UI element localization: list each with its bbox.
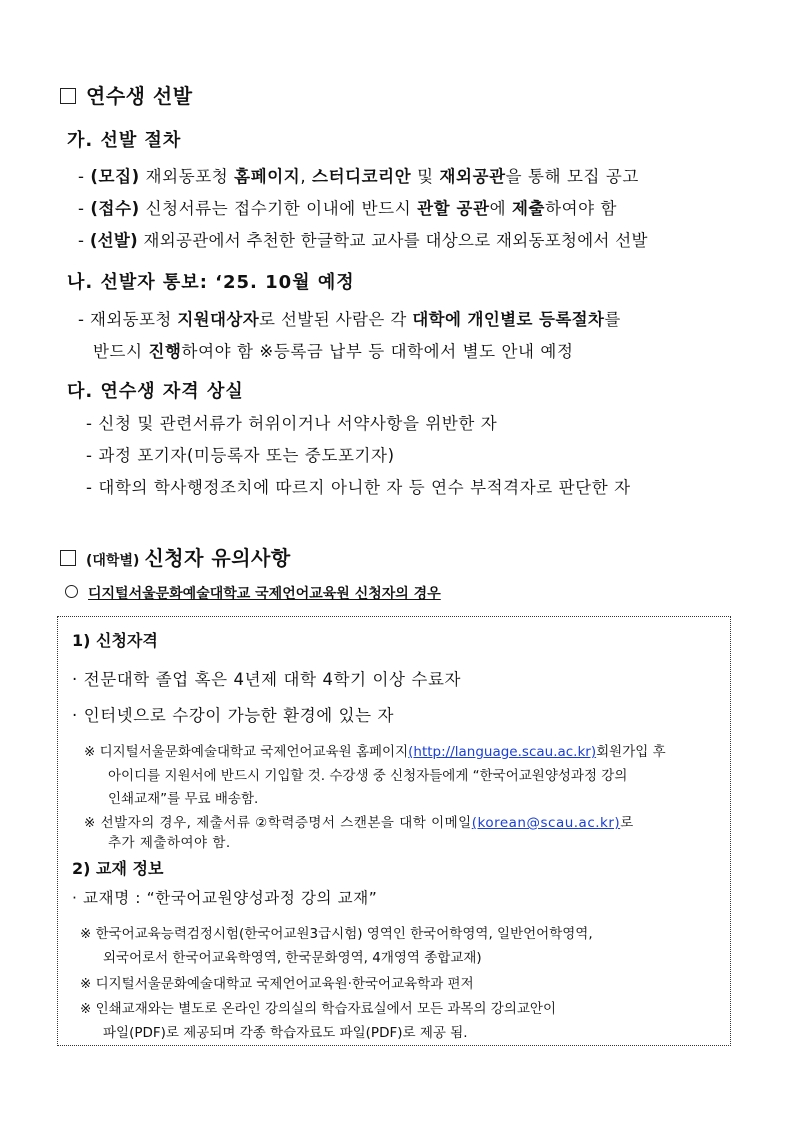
textbook-note-1: ※ 한국어교육능력검정시험(한국어교원3급시험) 영역인 한국어학영역, 일반언어학영역,: [80, 926, 593, 942]
box-heading-qualification: 1) 신청자격: [72, 631, 158, 650]
section-1-title: 연수생 선발: [60, 80, 193, 109]
subsection-da-heading: 다. 연수생 자격 상실: [67, 381, 244, 402]
textbook-note-1-line-2: 외국어로서 한국어교육학영역, 한국문화영역, 4개영역 종합교재): [103, 950, 482, 966]
subsection-na-heading: 나. 선발자 통보: ‘25. 10월 예정: [67, 272, 355, 293]
qualification-item-2: · 인터넷으로 수강이 가능한 환경에 있는 자: [72, 706, 395, 725]
note-email: ※ 선발자의 경우, 제출서류 ②학력증명서 스캔본을 대학 이메일(korean@scau.ac.kr)로: [84, 815, 634, 831]
da-item-1: - 신청 및 관련서류가 허위이거나 서약사항을 위반한 자: [86, 414, 498, 433]
note-email-line-2: 추가 제출하여야 함.: [108, 835, 231, 851]
section-2-title: (대학별) 신청자 유의사항: [60, 542, 291, 571]
note-homepage-line-3: 인쇄교재”를 무료 배송함.: [108, 791, 259, 807]
da-item-2: - 과정 포기자(미등록자 또는 중도포기자): [86, 446, 395, 465]
qualification-item-1: · 전문대학 졸업 혹은 4년제 대학 4학기 이상 수료자: [72, 670, 462, 689]
checkbox-square-icon: [60, 88, 76, 104]
ga-item-2: - (접수) 신청서류는 접수기한 이내에 반드시 관할 공관에 제출하여야 함: [78, 199, 618, 218]
ga-item-3: - (선발) 재외공관에서 추천한 한글학교 교사를 대상으로 재외동포청에서 선발: [78, 231, 648, 250]
email-link[interactable]: (korean@scau.ac.kr): [471, 815, 621, 831]
note-homepage: ※ 디지털서울문화예술대학교 국제언어교육원 홈페이지(http://language.scau.ac.kr)회원가입 후: [84, 744, 666, 760]
textbook-note-2: ※ 디지털서울문화예술대학교 국제언어교육원·한국어교육학과 편저: [80, 976, 474, 992]
university-subtitle: 디지털서울문화예술대학교 국제언어교육원 신청자의 경우: [65, 583, 441, 603]
homepage-link[interactable]: (http://language.scau.ac.kr): [408, 744, 597, 760]
subsection-ga-heading: 가. 선발 절차: [67, 130, 182, 151]
textbook-note-3: ※ 인쇄교재와는 별도로 온라인 강의실의 학습자료실에서 모든 과목의 강의교안이: [80, 1001, 556, 1017]
circle-bullet-icon: [65, 585, 78, 598]
ga-item-1: - (모집) 재외동포청 홈페이지, 스터디코리안 및 재외공관을 통해 모집 공고: [78, 167, 639, 186]
na-line-1: - 재외동포청 지원대상자로 선발된 사람은 각 대학에 개인별로 등록절차를: [78, 310, 621, 329]
da-item-3: - 대학의 학사행정조치에 따르지 아니한 자 등 연수 부적격자로 판단한 자: [86, 478, 631, 497]
box-heading-textbook: 2) 교재 정보: [72, 859, 164, 878]
na-line-2: 반드시 진행하여야 함 ※등록금 납부 등 대학에서 별도 안내 예정: [93, 342, 574, 361]
checkbox-square-icon: [60, 550, 76, 566]
textbook-name: · 교재명 : “한국어교원양성과정 강의 교재”: [72, 889, 378, 907]
textbook-note-3-line-2: 파일(PDF)로 제공되며 각종 학습자료도 파일(PDF)로 제공 됨.: [103, 1025, 468, 1041]
note-homepage-line-2: 아이디를 지원서에 반드시 기입할 것. 수강생 중 신청자들에게 “한국어교원양성과정 강의: [108, 768, 628, 784]
